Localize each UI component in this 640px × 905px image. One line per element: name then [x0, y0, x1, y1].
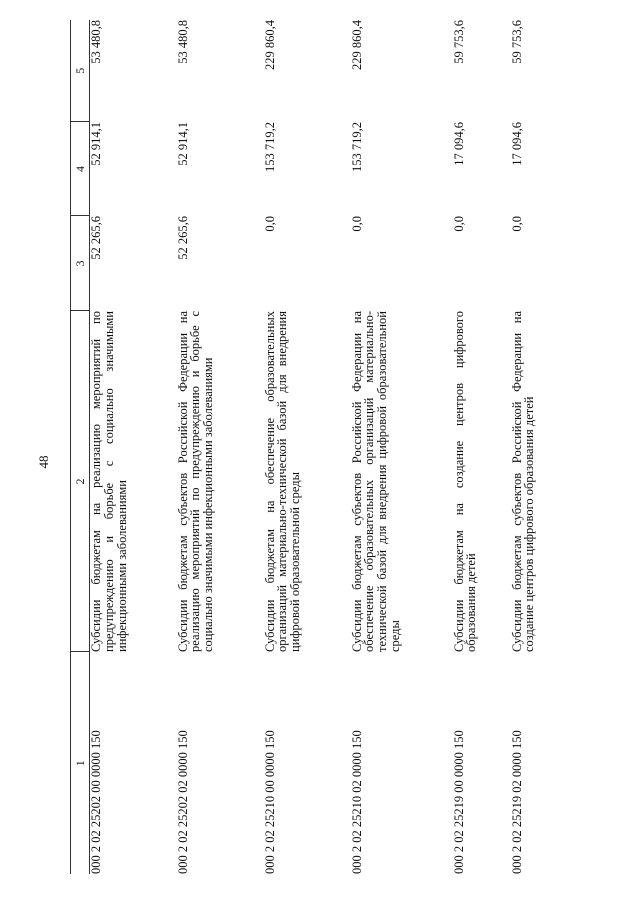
header-cell-2: 2	[71, 311, 90, 652]
value-col4: 17 094,6	[509, 122, 524, 166]
value-col3: 0,0	[451, 216, 466, 232]
row-description: Субсидии бюджетам на реализацию мероприятий по предупреждению и борьбе с социально значимыми инфекционными заболеваниями	[89, 311, 129, 652]
budget-code: 000 2 02 25219 02 0000 150	[509, 730, 524, 874]
value-col5: 229 860,4	[262, 20, 277, 70]
table-row	[264, 20, 351, 874]
row-description: Субсидии бюджетам субъектов Российской Федерации на реализацию мероприятий по предупреждению и борьбе с социально значимыми инфекционными заболеваниями	[175, 311, 216, 652]
value-col4: 52 914,1	[175, 122, 190, 166]
header-cell-5: 5	[71, 20, 90, 122]
row-description: Субсидии бюджетам субъектов Российской Федерации на обеспечение образовательных организаций материально-технической базой для внедрения цифровой образовательной среды	[349, 311, 402, 652]
table-row	[351, 20, 453, 874]
budget-code: 000 2 02 25210 02 0000 150	[349, 730, 364, 874]
value-col3: 0,0	[349, 216, 364, 232]
budget-code: 000 2 02 25202 02 0000 150	[175, 730, 190, 874]
value-col4: 153 719,2	[349, 122, 364, 172]
header-cell-1: 1	[71, 652, 90, 874]
budget-table	[70, 20, 571, 874]
page-number: 48	[36, 455, 51, 469]
row-description: Субсидии бюджетам субъектов Российской Федерации на создание центров цифрового образования детей	[509, 311, 537, 652]
value-col3: 52 265,6	[89, 216, 103, 260]
header-cell-4: 4	[71, 122, 90, 216]
value-col4: 17 094,6	[451, 122, 466, 166]
row-description: Субсидии бюджетам на создание центров цифрового образования детей	[451, 311, 479, 652]
table-header-row	[71, 20, 90, 874]
value-col3: 0,0	[509, 216, 524, 232]
budget-code: 000 2 02 25219 00 0000 150	[451, 730, 466, 874]
value-col5: 229 860,4	[349, 20, 364, 70]
table-row	[511, 20, 571, 874]
budget-code: 000 2 02 25202 00 0000 150	[89, 730, 103, 874]
table-row	[453, 20, 511, 874]
value-col4: 52 914,1	[89, 122, 103, 166]
budget-code: 000 2 02 25210 00 0000 150	[262, 730, 277, 874]
value-col5: 59 753,6	[509, 20, 524, 64]
header-cell-3: 3	[71, 216, 90, 311]
table-row	[177, 20, 264, 874]
value-col5: 53 480,8	[175, 20, 190, 64]
value-col3: 52 265,6	[175, 216, 190, 260]
row-description: Субсидии бюджетам на обеспечение образовательных организаций материально-технической базой для внедрения цифровой образовательной среды	[262, 311, 303, 652]
value-col5: 53 480,8	[89, 20, 103, 64]
table-row	[90, 20, 177, 874]
value-col4: 153 719,2	[262, 122, 277, 172]
value-col5: 59 753,6	[451, 20, 466, 64]
value-col3: 0,0	[262, 216, 277, 232]
